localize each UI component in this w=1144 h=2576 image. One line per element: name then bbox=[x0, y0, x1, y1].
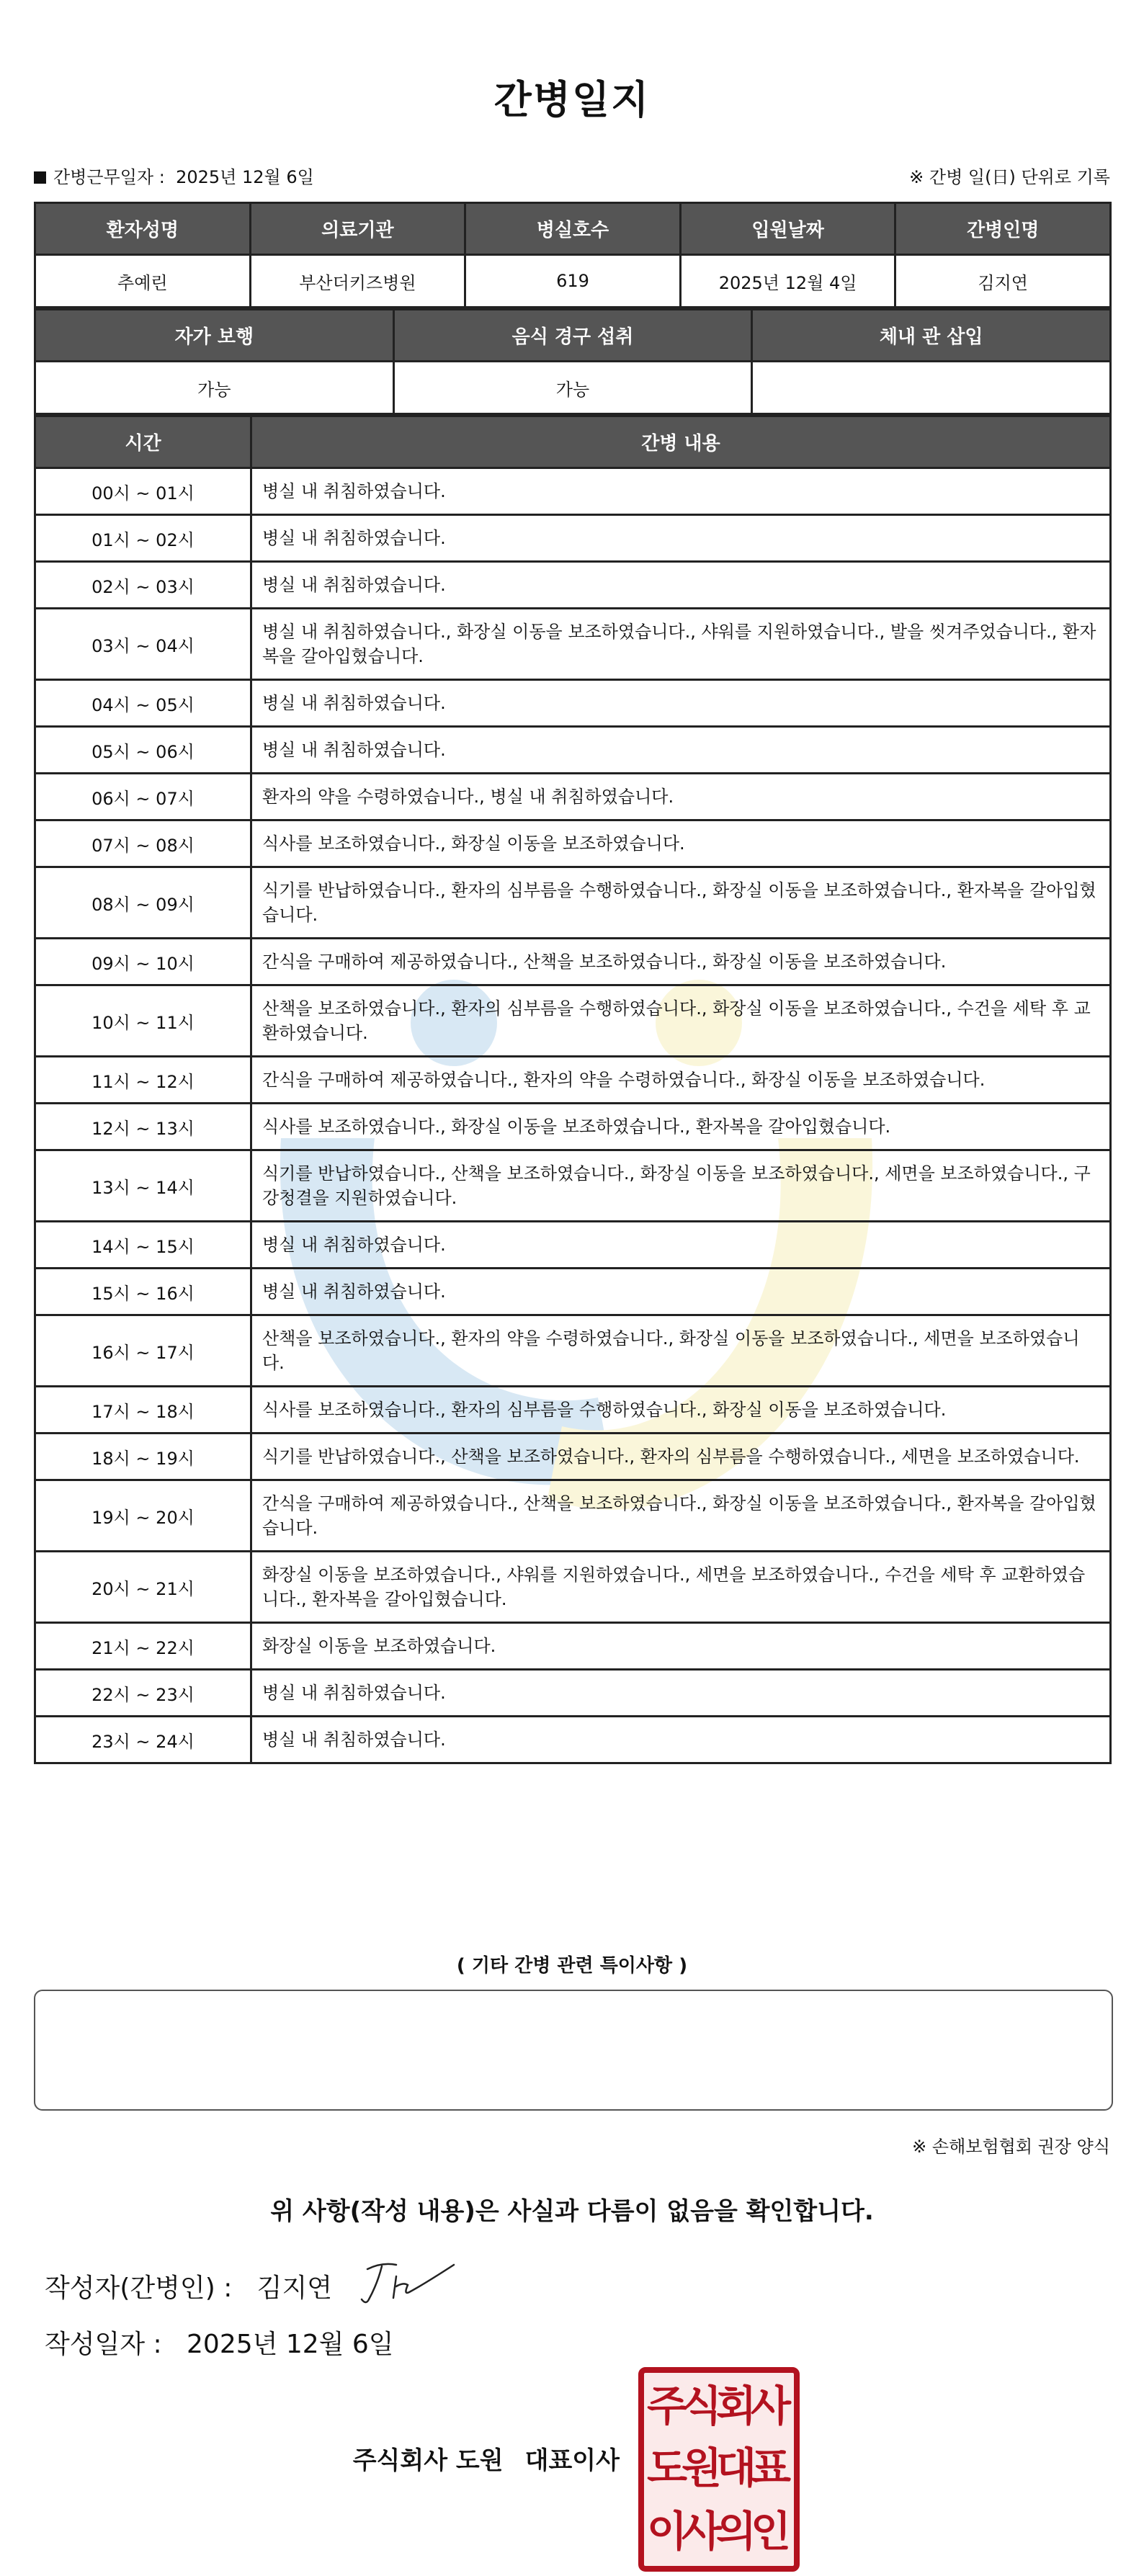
care-log-content: 산책을 보조하였습니다., 환자의 심부름을 수행하였습니다., 화장실 이동을 보조하였습니다., 수건을 세탁 후 교환하였습니다. bbox=[251, 985, 1111, 1057]
svg-text:사: 사 bbox=[681, 2507, 723, 2556]
tube-insertion-value bbox=[752, 362, 1111, 414]
care-log-time: 05시 ~ 06시 bbox=[35, 727, 251, 774]
confirmation-statement: 위 사항(작성 내용)은 사실과 다름이 없음을 확인합니다. bbox=[270, 2197, 874, 2226]
care-log-time: 19시 ~ 20시 bbox=[35, 1480, 251, 1552]
care-log-row bbox=[35, 1387, 1111, 1434]
care-log-row bbox=[35, 1269, 1111, 1315]
care-log-time: 22시 ~ 23시 bbox=[35, 1670, 251, 1717]
patient-condition-table bbox=[34, 308, 1112, 415]
care-log-row bbox=[35, 1057, 1111, 1104]
care-log-row bbox=[35, 1670, 1111, 1717]
care-log-content: 병실 내 취침하였습니다. bbox=[251, 680, 1111, 727]
care-log-row bbox=[35, 985, 1111, 1057]
care-log-time: 03시 ~ 04시 bbox=[35, 609, 251, 680]
care-log-content: 병실 내 취침하였습니다. bbox=[251, 562, 1111, 609]
care-log-row bbox=[35, 1717, 1111, 1763]
care-log-content: 간식을 구매하여 제공하였습니다., 환자의 약을 수령하였습니다., 화장실 이동을 보조하였습니다. bbox=[251, 1057, 1111, 1104]
patient-info-header-row bbox=[35, 203, 1111, 255]
care-log-time: 10시 ~ 11시 bbox=[35, 985, 251, 1057]
date-line bbox=[45, 2324, 394, 2361]
company-seal-stamp bbox=[638, 2367, 800, 2572]
care-log-content: 병실 내 취침하였습니다. bbox=[251, 1717, 1111, 1763]
care-log-row bbox=[35, 867, 1111, 939]
company-line bbox=[0, 2441, 620, 2476]
care-log-row bbox=[35, 1480, 1111, 1552]
room-number: 619 bbox=[465, 255, 681, 308]
care-log-row bbox=[35, 1315, 1111, 1387]
svg-text:원: 원 bbox=[681, 2443, 723, 2492]
header-caregiver-name: 간병인명 bbox=[895, 203, 1111, 255]
care-log-header-row bbox=[35, 416, 1111, 468]
care-log-content: 병실 내 취침하였습니다., 화장실 이동을 보조하였습니다., 샤워를 지원하였습니다., 발을 씻겨주었습니다., 환자복을 갈아입혔습니다. bbox=[251, 609, 1111, 680]
care-log-table bbox=[34, 415, 1112, 1764]
header-self-walking: 자가 보행 bbox=[35, 310, 394, 362]
care-log-row bbox=[35, 939, 1111, 985]
handwritten-signature bbox=[353, 2255, 461, 2312]
care-log-content: 병실 내 취침하였습니다. bbox=[251, 1269, 1111, 1315]
header-time: 시간 bbox=[35, 416, 251, 468]
care-log-row bbox=[35, 1434, 1111, 1480]
care-log-time: 00시 ~ 01시 bbox=[35, 468, 251, 515]
care-log-row bbox=[35, 774, 1111, 820]
header-oral-intake: 음식 경구 섭취 bbox=[393, 310, 752, 362]
square-bullet-icon bbox=[34, 171, 46, 184]
care-log-body bbox=[35, 468, 1111, 1763]
care-log-time: 20시 ~ 21시 bbox=[35, 1552, 251, 1623]
care-log-row bbox=[35, 727, 1111, 774]
care-log-content: 식기를 반납하였습니다., 환자의 심부름을 수행하였습니다., 화장실 이동을 보조하였습니다., 환자복을 갈아입혔습니다. bbox=[251, 867, 1111, 939]
care-log-content: 식기를 반납하였습니다., 산책을 보조하였습니다., 화장실 이동을 보조하였습니다., 세면을 보조하였습니다., 구강청결을 지원하였습니다. bbox=[251, 1150, 1111, 1222]
care-log-content: 병실 내 취침하였습니다. bbox=[251, 727, 1111, 774]
header-care-content: 간병 내용 bbox=[251, 416, 1111, 468]
care-log-row bbox=[35, 680, 1111, 727]
care-log-time: 01시 ~ 02시 bbox=[35, 515, 251, 562]
condition-value-row bbox=[35, 362, 1111, 414]
svg-text:이: 이 bbox=[646, 2507, 688, 2556]
care-log-content: 식사를 보조하였습니다., 화장실 이동을 보조하였습니다., 환자복을 갈아입혔습니다. bbox=[251, 1104, 1111, 1150]
care-log-row bbox=[35, 1104, 1111, 1150]
care-log-time: 23시 ~ 24시 bbox=[35, 1717, 251, 1763]
company-title: 대표이사 bbox=[524, 2446, 620, 2475]
writer-line bbox=[45, 2268, 332, 2304]
svg-text:대: 대 bbox=[715, 2443, 757, 2492]
header-tube-insertion: 체내 관 삽입 bbox=[752, 310, 1111, 362]
oral-intake-value: 가능 bbox=[393, 362, 752, 414]
care-log-row bbox=[35, 1150, 1111, 1222]
notes-title: ( 기타 간병 관련 특이사항 ) bbox=[456, 1955, 688, 1977]
writer-label: 작성자(간병인) : bbox=[45, 2273, 233, 2303]
care-log-time: 02시 ~ 03시 bbox=[35, 562, 251, 609]
care-log-time: 14시 ~ 15시 bbox=[35, 1222, 251, 1269]
care-log-time: 16시 ~ 17시 bbox=[35, 1315, 251, 1387]
care-log-row bbox=[35, 1552, 1111, 1623]
patient-info-table bbox=[34, 202, 1112, 308]
care-log-row bbox=[35, 820, 1111, 867]
care-log-time: 11시 ~ 12시 bbox=[35, 1057, 251, 1104]
care-log-content: 식사를 보조하였습니다., 화장실 이동을 보조하였습니다. bbox=[251, 820, 1111, 867]
care-log-row bbox=[35, 1623, 1111, 1670]
care-log-content: 화장실 이동을 보조하였습니다., 샤워를 지원하였습니다., 세면을 보조하였습니다., 수건을 세탁 후 교환하였습니다., 환자복을 갈아입혔습니다. bbox=[251, 1552, 1111, 1623]
svg-text:회: 회 bbox=[715, 2382, 757, 2430]
caregiver-name: 김지연 bbox=[895, 255, 1111, 308]
care-log-content: 간식을 구매하여 제공하였습니다., 산책을 보조하였습니다., 화장실 이동을 보조하였습니다., 환자복을 갈아입혔습니다. bbox=[251, 1480, 1111, 1552]
care-log-content: 환자의 약을 수령하였습니다., 병실 내 취침하였습니다. bbox=[251, 774, 1111, 820]
date-label: 작성일자 : bbox=[45, 2330, 162, 2359]
care-log-time: 17시 ~ 18시 bbox=[35, 1387, 251, 1434]
notes-box bbox=[34, 1990, 1113, 2111]
care-log-time: 07시 ~ 08시 bbox=[35, 820, 251, 867]
care-log-content: 식사를 보조하였습니다., 환자의 심부름을 수행하였습니다., 화장실 이동을 보조하였습니다. bbox=[251, 1387, 1111, 1434]
work-date-value: 2025년 12월 6일 bbox=[176, 167, 314, 187]
care-log-content: 화장실 이동을 보조하였습니다. bbox=[251, 1623, 1111, 1670]
header-admission-date: 입원날짜 bbox=[680, 203, 895, 255]
care-log-time: 08시 ~ 09시 bbox=[35, 867, 251, 939]
company-name: 주식회사 도원 bbox=[352, 2446, 504, 2475]
unit-note: ※ 간병 일(日) 단위로 기록 bbox=[909, 167, 1110, 187]
care-log-row bbox=[35, 609, 1111, 680]
care-log-row bbox=[35, 515, 1111, 562]
care-log-content: 병실 내 취침하였습니다. bbox=[251, 468, 1111, 515]
svg-text:표: 표 bbox=[750, 2443, 792, 2492]
care-log-time: 21시 ~ 22시 bbox=[35, 1623, 251, 1670]
admission-date: 2025년 12월 4일 bbox=[680, 255, 895, 308]
svg-text:도: 도 bbox=[646, 2443, 688, 2492]
care-log-content: 간식을 구매하여 제공하였습니다., 산책을 보조하였습니다., 화장실 이동을 보조하였습니다. bbox=[251, 939, 1111, 985]
svg-text:인: 인 bbox=[750, 2507, 792, 2556]
work-date bbox=[34, 163, 314, 188]
svg-text:의: 의 bbox=[715, 2507, 757, 2556]
header-room-number: 병실호수 bbox=[465, 203, 681, 255]
hospital-name: 부산더키즈병원 bbox=[250, 255, 465, 308]
care-log-time: 18시 ~ 19시 bbox=[35, 1434, 251, 1480]
work-date-label: 간병근무일자 : bbox=[53, 167, 165, 187]
care-log-content: 병실 내 취침하였습니다. bbox=[251, 1222, 1111, 1269]
header-hospital: 의료기관 bbox=[250, 203, 465, 255]
care-log-row bbox=[35, 468, 1111, 515]
form-note: ※ 손해보험협회 권장 양식 bbox=[912, 2137, 1110, 2157]
care-log-content: 산책을 보조하였습니다., 환자의 약을 수령하였습니다., 화장실 이동을 보조하였습니다., 세면을 보조하였습니다. bbox=[251, 1315, 1111, 1387]
care-log-time: 09시 ~ 10시 bbox=[35, 939, 251, 985]
svg-text:식: 식 bbox=[681, 2382, 723, 2430]
document-title: 간병일지 bbox=[493, 77, 651, 122]
patient-name: 추예린 bbox=[35, 255, 251, 308]
care-log-time: 06시 ~ 07시 bbox=[35, 774, 251, 820]
care-log-content: 병실 내 취침하였습니다. bbox=[251, 1670, 1111, 1717]
care-log-time: 13시 ~ 14시 bbox=[35, 1150, 251, 1222]
care-log-content: 병실 내 취침하였습니다. bbox=[251, 515, 1111, 562]
self-walking-value: 가능 bbox=[35, 362, 394, 414]
care-log-time: 12시 ~ 13시 bbox=[35, 1104, 251, 1150]
svg-text:사: 사 bbox=[750, 2382, 792, 2430]
care-log-content: 식기를 반납하였습니다., 산책을 보조하였습니다., 환자의 심부름을 수행하였습니다., 세면을 보조하였습니다. bbox=[251, 1434, 1111, 1480]
condition-header-row bbox=[35, 310, 1111, 362]
care-log-row bbox=[35, 1222, 1111, 1269]
writer-name: 김지연 bbox=[256, 2273, 332, 2303]
care-log-row bbox=[35, 562, 1111, 609]
care-log-time: 04시 ~ 05시 bbox=[35, 680, 251, 727]
date-value: 2025년 12월 6일 bbox=[187, 2330, 394, 2359]
svg-text:주: 주 bbox=[646, 2382, 688, 2430]
header-patient-name: 환자성명 bbox=[35, 203, 251, 255]
patient-info-value-row bbox=[35, 255, 1111, 308]
care-log-time: 15시 ~ 16시 bbox=[35, 1269, 251, 1315]
